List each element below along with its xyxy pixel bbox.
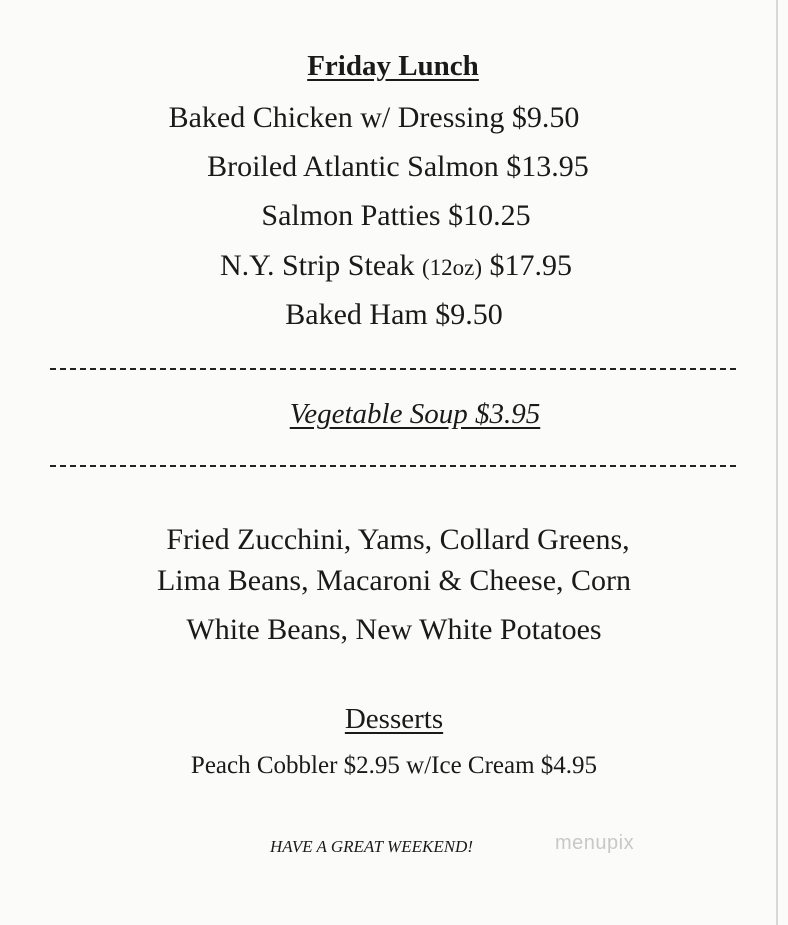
soup-line (4, 400, 788, 429)
dashed-divider (50, 465, 736, 467)
entree-item: Baked Ham $9.50 (285, 298, 503, 331)
desserts-heading (0, 705, 788, 734)
entree-item (2, 251, 788, 281)
dessert-item: Peach Cobbler $2.95 w/Ice Cream $4.95 (190, 752, 598, 779)
menu-title (0, 52, 784, 81)
sides-line: Lima Beans, Macaroni & Cheese, Corn (156, 564, 632, 597)
entree-item-price: $17.95 (482, 249, 572, 282)
soup-text: Vegetable Soup $3.95 (289, 398, 541, 430)
entree-item-size: (12oz) (421, 255, 482, 280)
desserts-heading-text: Desserts (344, 703, 444, 735)
sides-line: White Beans, New White Potatoes (186, 613, 602, 646)
entree-item-name: N.Y. Strip Steak (220, 249, 422, 282)
entree-item: Broiled Atlantic Salmon $13.95 (207, 150, 589, 183)
menu-title-text: Friday Lunch (307, 50, 479, 82)
watermark: menupix (555, 832, 635, 854)
dashed-divider (50, 368, 736, 370)
entree-item: Baked Chicken w/ Dressing $9.50 (168, 101, 580, 134)
page-edge (776, 0, 778, 925)
entree-item: Salmon Patties $10.25 (261, 199, 531, 232)
closing-message: HAVE A GREAT WEEKEND! (270, 837, 473, 856)
sides-line: Fried Zucchini, Yams, Collard Greens, (166, 523, 630, 556)
